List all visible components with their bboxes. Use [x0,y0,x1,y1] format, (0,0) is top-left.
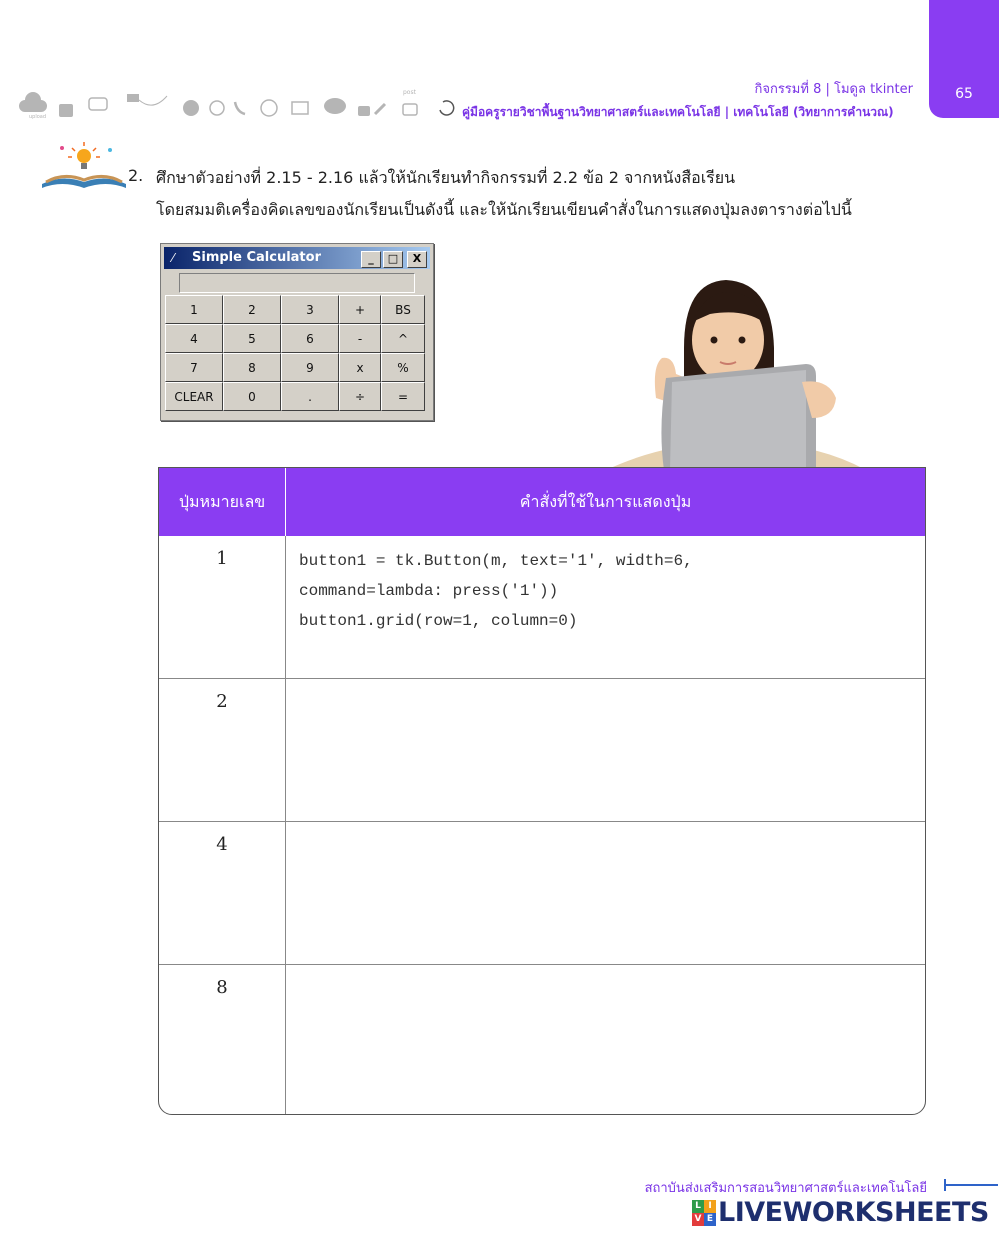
key-icon [375,104,385,114]
refresh-icon [440,101,454,115]
calculator-window [160,243,434,421]
calc-key-multiply[interactable]: x [339,353,381,382]
calc-key-1[interactable]: 1 [165,295,223,324]
table-row [159,678,925,821]
calc-key-5[interactable]: 5 [223,324,281,353]
footer-rule-tick [944,1179,946,1191]
photo-icon [403,104,417,115]
decorative-icons [5,86,455,122]
link-curve-icon [139,96,167,105]
speech-bubble-icon [324,98,346,114]
liveworksheets-logo-icon: L I V E [692,1200,716,1226]
calculator-keypad [165,295,425,411]
maximize-button[interactable]: □ [383,251,403,268]
instruction-line-1: ศึกษาตัวอย่างที่ 2.15 - 2.16 แล้วให้นักเรียนทำกิจกรรมที่ 2.2 ข้อ 2 จากหนังสือเรียน [156,168,736,187]
lock-icon [358,106,370,116]
manual-title: คู่มือครูรายวิชาพื้นฐานวิทยาศาสตร์และเทคโนโลยี | เทคโนโลยี (วิทยาการคำนวณ) [462,105,894,119]
row-number: 8 [216,977,228,998]
phone-icon [235,102,245,114]
answer-table [158,467,926,1115]
mail-icon [127,94,139,102]
calc-key-plus[interactable]: + [339,295,381,324]
calculator-display[interactable] [179,273,415,293]
calc-key-minus[interactable]: - [339,324,381,353]
activity-title: กิจกรรมที่ 8 | โมดูล tkinter [754,82,913,97]
calc-key-6[interactable]: 6 [281,324,339,353]
calc-key-2[interactable]: 2 [223,295,281,324]
col-header-button-number: ปุ่มหมายเลข [159,468,286,536]
table-row [159,821,925,964]
close-button[interactable]: X [407,251,427,268]
file-icon [59,104,73,117]
table-row [159,964,925,1115]
footer-rule [944,1184,998,1186]
calc-key-divide[interactable]: ÷ [339,382,381,411]
row-number: 2 [216,691,228,712]
col-header-command: คำสั่งที่ใช้ในการแสดงปุ่ม [519,491,692,511]
calc-key-percent[interactable]: % [381,353,425,382]
row-number: 4 [216,834,228,855]
calc-key-0[interactable]: 0 [223,382,281,411]
institute-name: สถาบันส่งเสริมการสอนวิทยาศาสตร์และเทคโนโลยี [644,1181,927,1196]
minimize-button[interactable]: _ [361,251,381,268]
calculator-titlebar [164,247,430,269]
calc-key-backspace[interactable]: BS [381,295,425,324]
calc-key-dot[interactable]: . [281,382,339,411]
feather-icon: ⁄ [172,251,175,265]
calc-key-4[interactable]: 4 [165,324,223,353]
instruction-line-2: โดยสมมติเครื่องคิดเลขของนักเรียนเป็นดังนี้ และให้นักเรียนเขียนคำสั่งในการแสดงปุ่มลงตารางต่อไปนี้ [156,200,852,219]
chat-icon [89,98,107,110]
alarm-icon [261,100,277,116]
calc-key-clear[interactable]: CLEAR [165,382,223,411]
post-label: post [403,89,416,96]
calc-key-9[interactable]: 9 [281,353,339,382]
globe-icon [183,100,199,116]
upload-label: upload [29,114,47,120]
question-number: 2. [128,166,144,185]
liveworksheets-brand: LIVEWORKSHEETS [718,1197,989,1228]
image-icon [292,102,308,114]
calculator-title: Simple Calculator [192,250,321,265]
girl-with-laptop-image [606,278,866,470]
table-row [159,536,925,678]
lightbulb-book-icon [40,140,128,192]
calc-key-8[interactable]: 8 [223,353,281,382]
calc-key-3[interactable]: 3 [281,295,339,324]
table-header [159,468,925,536]
upload-icon [19,92,47,112]
calc-key-equals[interactable]: = [381,382,425,411]
page-number: 65 [955,86,973,102]
row-code[interactable]: button1 = tk.Button(m, text='1', width=6, command=lambda: press('1')) button1.grid(row=1, column=0) [299,552,693,630]
calc-key-power[interactable]: ^ [381,324,425,353]
row-number: 1 [216,548,228,569]
shield-icon [210,101,224,115]
calc-key-7[interactable]: 7 [165,353,223,382]
liveworksheets-logo[interactable] [692,1197,989,1228]
